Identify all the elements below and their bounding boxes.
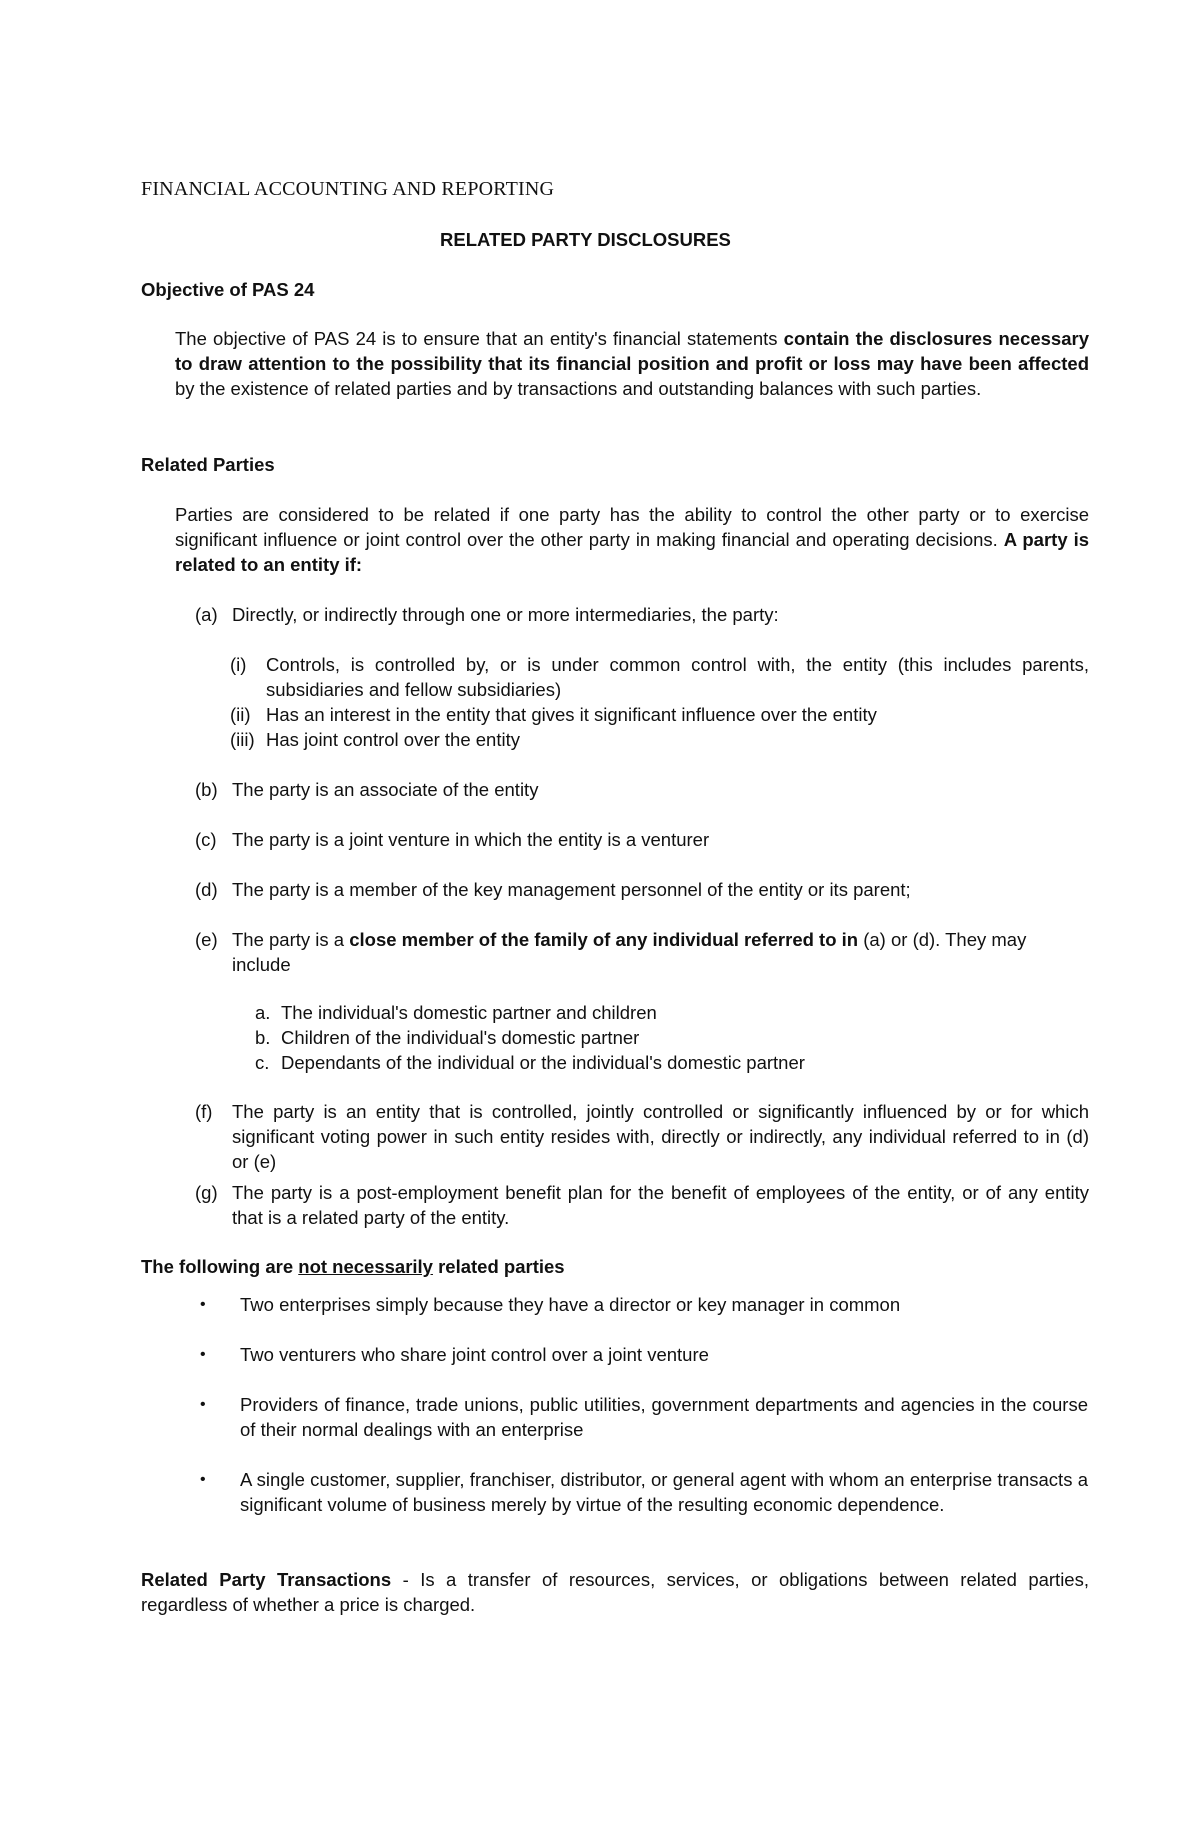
criterion-a-ii bbox=[230, 702, 1089, 727]
objective-paragraph bbox=[175, 326, 1089, 401]
criterion-c bbox=[195, 827, 1089, 852]
transactions-paragraph bbox=[141, 1567, 1089, 1617]
not-related-heading-post: related parties bbox=[432, 1256, 565, 1277]
bullet-icon: • bbox=[200, 1346, 206, 1363]
criterion-a-i-text: Controls, is controlled by, or is under common control with, the entity (this includes parents, subsidiaries and fellow subsidiaries) bbox=[266, 654, 1089, 700]
criterion-e-text-bold: close member of the family of any individual referred to in bbox=[349, 929, 859, 950]
family-member-c-text: Dependants of the individual or the individual's domestic partner bbox=[281, 1052, 805, 1073]
not-related-item-1-text: Two enterprises simply because they have a director or key manager in common bbox=[240, 1294, 901, 1315]
family-member-b bbox=[255, 1025, 1089, 1050]
bullet-icon: • bbox=[200, 1396, 206, 1413]
criterion-e bbox=[195, 927, 1089, 977]
criterion-g-label: (g) bbox=[195, 1182, 218, 1203]
criterion-d-text: The party is a member of the key management personnel of the entity or its parent; bbox=[232, 879, 911, 900]
related-parties-text: Parties are considered to be related if one party has the ability to control the other party or to exercise significant influence or joint control over the other party in making financial and operating decisions. bbox=[175, 504, 1089, 550]
criterion-f-label: (f) bbox=[195, 1101, 213, 1122]
criterion-a-i-label: (i) bbox=[230, 654, 247, 675]
criterion-b-label: (b) bbox=[195, 779, 218, 800]
criterion-g-text: The party is a post-employment benefit plan for the benefit of employees of the entity, or of any entity that is a related party of the entity. bbox=[232, 1182, 1089, 1228]
criterion-c-text: The party is a joint venture in which the entity is a venturer bbox=[232, 829, 710, 850]
not-related-heading-underlined: not necessarily bbox=[298, 1256, 433, 1277]
family-member-a bbox=[255, 1000, 1089, 1025]
transactions-term: Related Party Transactions bbox=[141, 1569, 392, 1590]
bullet-icon: • bbox=[200, 1296, 206, 1313]
not-related-item-3-text: Providers of finance, trade unions, public utilities, government departments and agencies in the course of their normal dealings with an enterprise bbox=[240, 1394, 1088, 1440]
criterion-e-text-2: (a) or (d). They may include bbox=[232, 929, 1027, 975]
criterion-c-label: (c) bbox=[195, 829, 217, 850]
document-title: RELATED PARTY DISCLOSURES bbox=[440, 229, 731, 250]
not-related-item-1 bbox=[200, 1292, 1088, 1317]
criterion-a-iii-label: (iii) bbox=[230, 729, 255, 750]
criterion-a-iii bbox=[230, 727, 1089, 752]
criterion-a-ii-label: (ii) bbox=[230, 704, 251, 725]
criterion-b bbox=[195, 777, 1089, 802]
not-related-item-2 bbox=[200, 1342, 1088, 1367]
family-member-b-label: b. bbox=[255, 1027, 271, 1048]
criterion-a-text: Directly, or indirectly through one or more intermediaries, the party: bbox=[232, 604, 779, 625]
criterion-b-text: The party is an associate of the entity bbox=[232, 779, 539, 800]
not-related-item-4 bbox=[200, 1467, 1088, 1517]
criterion-g bbox=[195, 1180, 1089, 1230]
related-parties-paragraph bbox=[175, 502, 1089, 577]
objective-heading: Objective of PAS 24 bbox=[141, 279, 315, 300]
not-related-item-2-text: Two venturers who share joint control over a joint venture bbox=[240, 1344, 709, 1365]
related-parties-heading: Related Parties bbox=[141, 454, 275, 475]
not-related-heading bbox=[141, 1254, 565, 1279]
objective-text-2: by the existence of related parties and by transactions and outstanding balances with such parties. bbox=[175, 378, 982, 399]
criterion-d bbox=[195, 877, 1089, 902]
not-related-item-3 bbox=[200, 1392, 1088, 1442]
transactions-definition: - Is a transfer of resources, services, or obligations between related parties, regardless of whether a price is charged. bbox=[141, 1569, 1089, 1615]
related-parties-text-bold: A party is related to an entity if: bbox=[175, 529, 1089, 575]
objective-text-bold: contain the disclosures necessary to draw attention to the possibility that its financial position and profit or loss may have been affected bbox=[175, 328, 1090, 374]
not-related-item-4-text: A single customer, supplier, franchiser, distributor, or general agent with whom an enterprise transacts a significant volume of business merely by virtue of the resulting economic dependence. bbox=[240, 1469, 1088, 1515]
family-member-c-label: c. bbox=[255, 1052, 270, 1073]
criterion-a-i bbox=[230, 652, 1089, 702]
criterion-f bbox=[195, 1099, 1089, 1174]
criterion-a-label: (a) bbox=[195, 604, 218, 625]
family-member-b-text: Children of the individual's domestic partner bbox=[281, 1027, 640, 1048]
criterion-e-text-1: The party is a bbox=[232, 929, 350, 950]
criterion-a bbox=[195, 602, 1089, 627]
criterion-a-ii-text: Has an interest in the entity that gives it significant influence over the entity bbox=[266, 704, 877, 725]
family-member-a-text: The individual's domestic partner and children bbox=[281, 1002, 657, 1023]
course-header: FINANCIAL ACCOUNTING AND REPORTING bbox=[141, 178, 555, 200]
objective-text-1: The objective of PAS 24 is to ensure that an entity's financial statements bbox=[175, 328, 784, 349]
criterion-a-iii-text: Has joint control over the entity bbox=[266, 729, 520, 750]
criterion-f-text: The party is an entity that is controlled, jointly controlled or significantly influenced by or for which significant voting power in such entity resides with, directly or indirectly, any individual referred to in (d) or (e) bbox=[232, 1101, 1089, 1172]
criterion-d-label: (d) bbox=[195, 879, 218, 900]
family-member-a-label: a. bbox=[255, 1002, 271, 1023]
family-member-c bbox=[255, 1050, 1089, 1075]
bullet-icon: • bbox=[200, 1471, 206, 1488]
not-related-heading-pre: The following are bbox=[141, 1256, 299, 1277]
criterion-e-text bbox=[232, 927, 1089, 977]
criterion-e-label: (e) bbox=[195, 929, 218, 950]
